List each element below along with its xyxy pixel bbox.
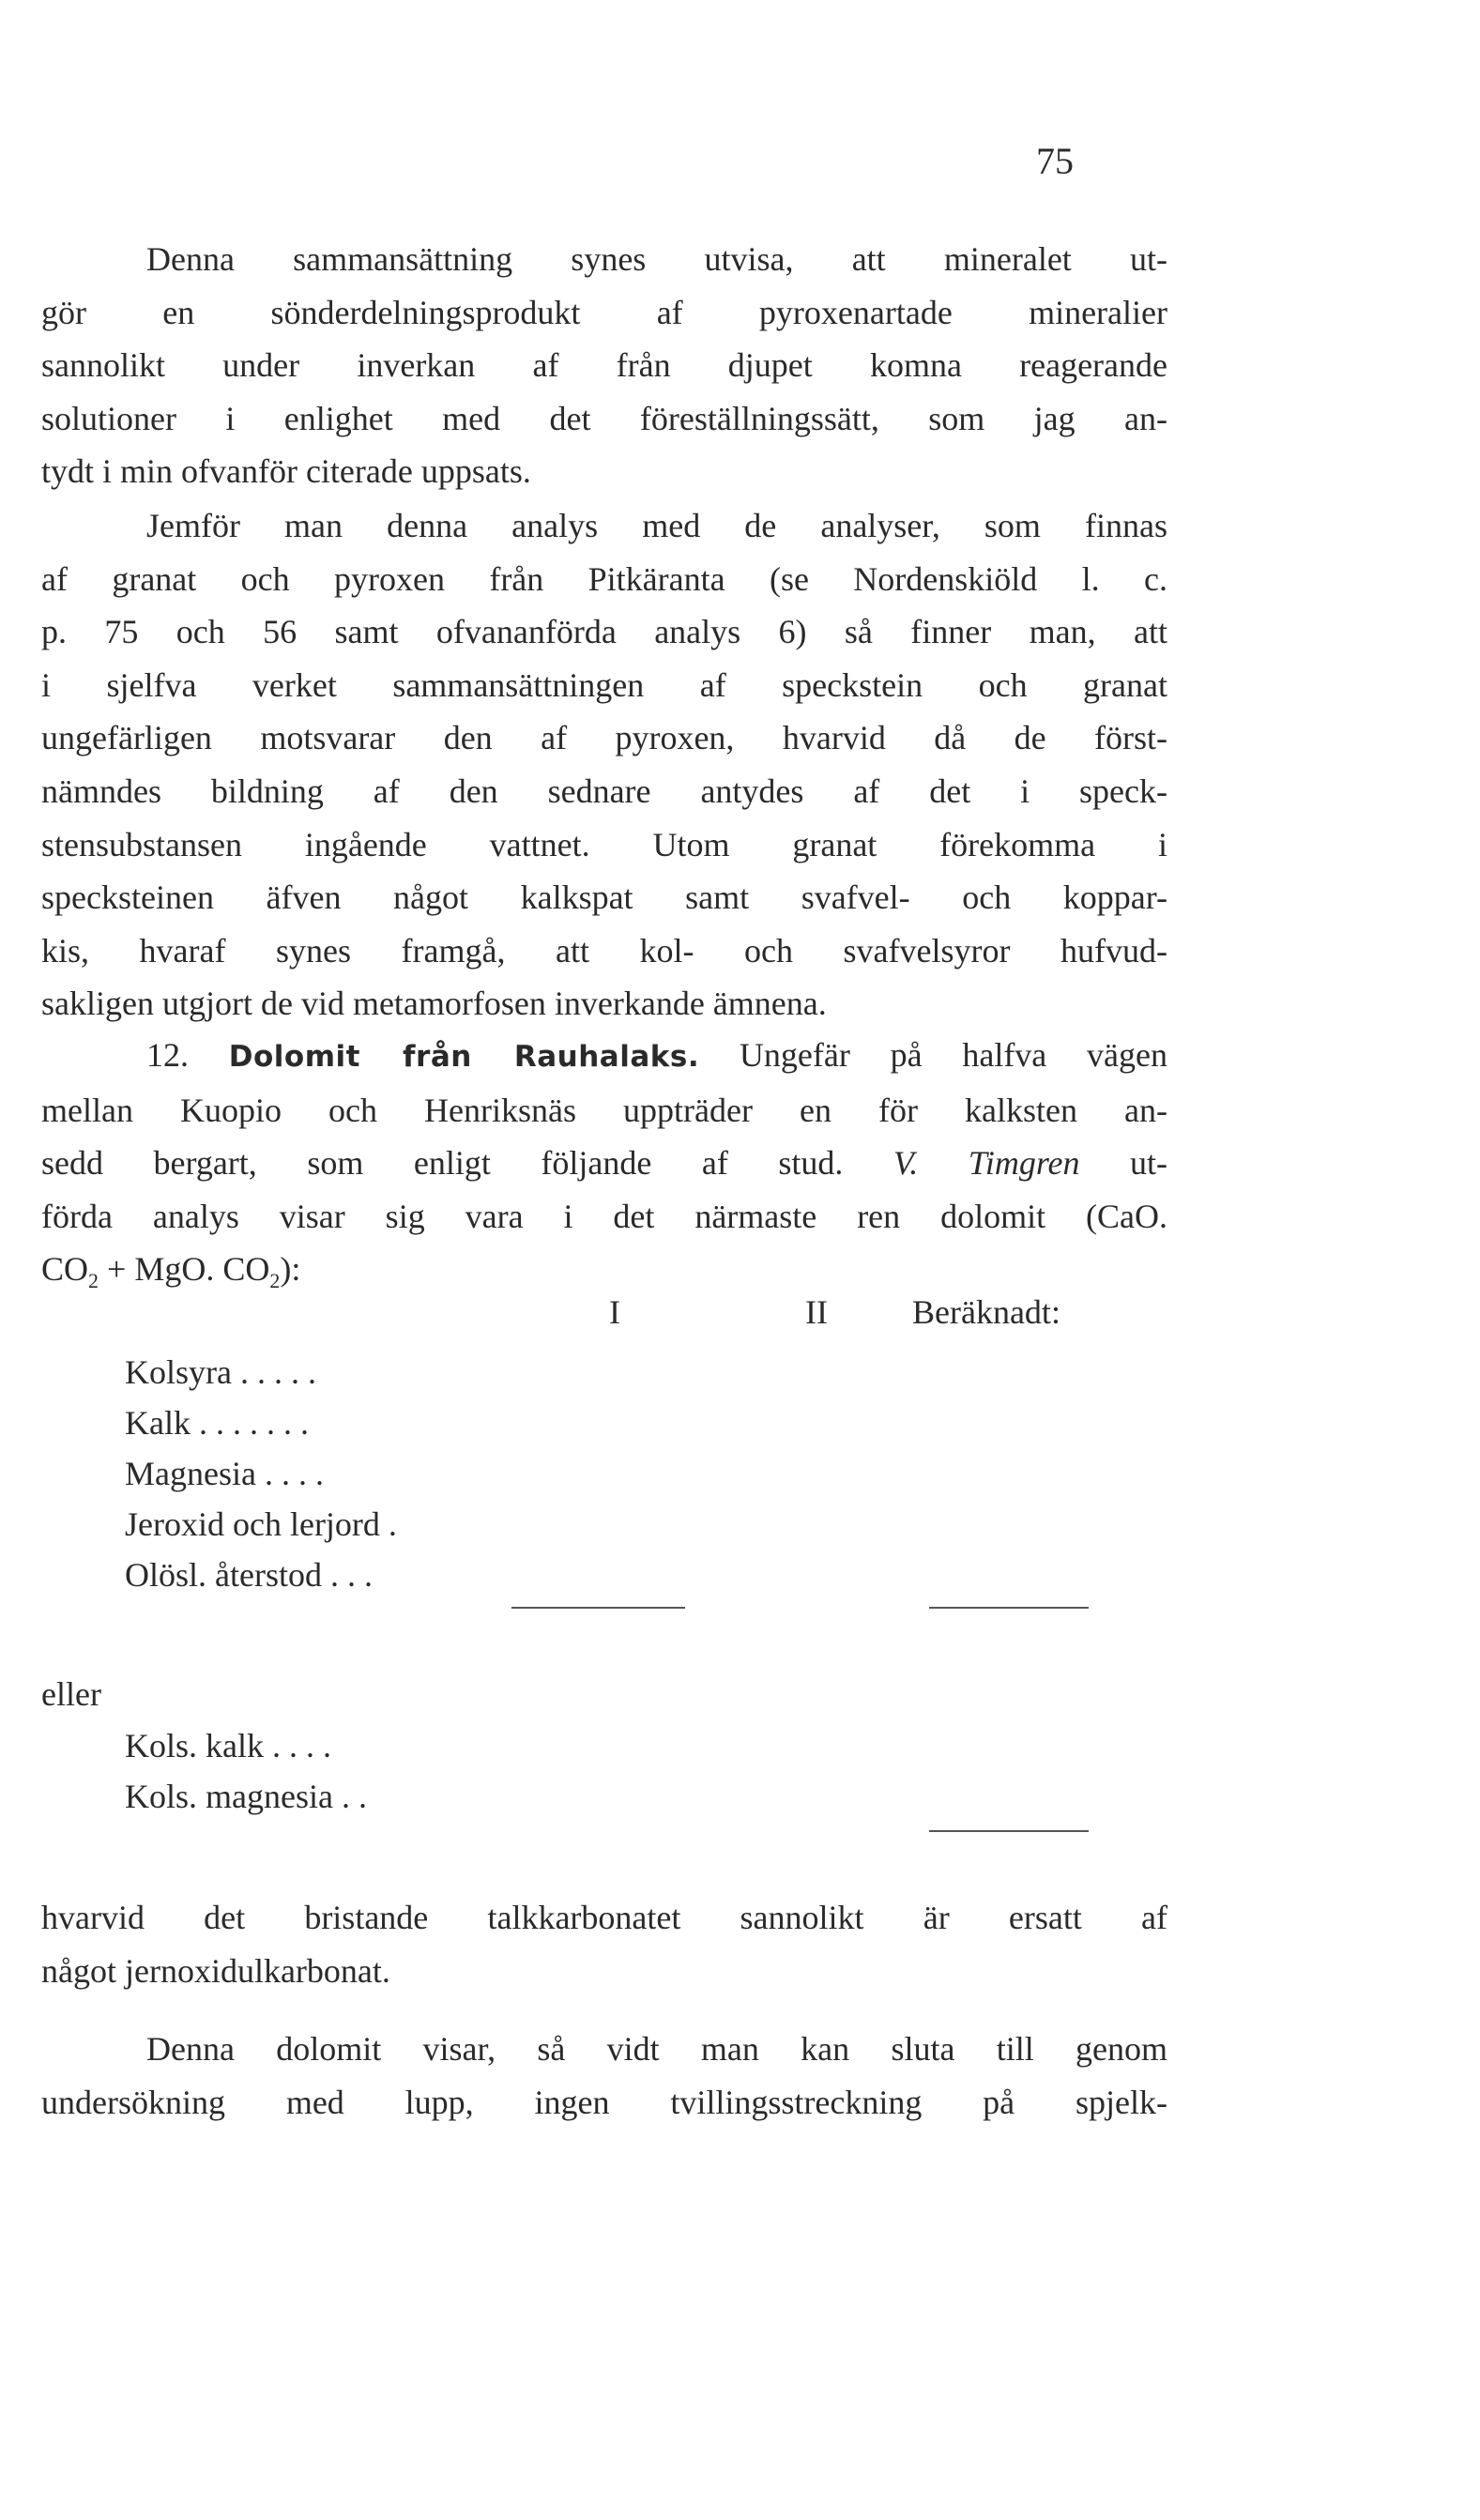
paragraph-1: [41, 233, 1167, 498]
text-line: kis, hvaraf synes framgå, att kol- och svafvelsyror hufvud-: [41, 931, 1167, 970]
text-line: stensubstansen ingående vattnet. Utom granat förekomma i: [41, 825, 1167, 863]
paragraph-2: [41, 499, 1167, 1031]
subscript: 2: [269, 1269, 281, 1293]
section-heading: Dolomit från Rauhalaks.: [228, 1040, 700, 1074]
column-header-calculated: Beräknadt:: [912, 1293, 1060, 1331]
text-line: förda analys visar sig vara i det närmaste ren dolomit (CaO.: [41, 1197, 1167, 1235]
text-line: i sjelfva verket sammansättningen af speckstein och granat: [41, 665, 1167, 704]
text-line: tydt i min ofvanför citerade uppsats.: [41, 452, 531, 491]
text-fragment: sedd bergart, som enligt följande af stud.: [41, 1144, 844, 1183]
text-line: hvarvid det bristande talkkarbonatet sannolikt är ersatt af: [41, 1899, 1167, 1936]
row-label: Kols. magnesia . .: [125, 1778, 367, 1815]
row-label: Jeroxid och lerjord .: [125, 1505, 397, 1543]
text-line: ungefärligen motsvarar den af pyroxen, hvarvid då de först-: [41, 719, 1167, 757]
eller-label: eller: [41, 1675, 101, 1713]
text-fragment: Ungefär på halfva vägen: [739, 1036, 1168, 1074]
text-line: Denna dolomit visar, så vidt man kan sluta till genom: [146, 2030, 1167, 2068]
text-line: mellan Kuopio och Henriksnäs uppträder en för kalksten an-: [41, 1091, 1167, 1129]
person-name: V. Timgren: [893, 1144, 1080, 1183]
text-line: solutioner i enlighet med det föreställningssätt, som jag an-: [41, 399, 1167, 437]
text-fragment: ut-: [1130, 1144, 1168, 1183]
text-line: Jemför man denna analys med de analyser, som finnas: [146, 507, 1167, 544]
sum-rule: [511, 1607, 685, 1609]
formula-part: + MgO. CO: [99, 1250, 270, 1289]
section-number: 12.: [146, 1036, 189, 1074]
text-line: [41, 1029, 1167, 1084]
row-label: Olösl. återstod . . .: [125, 1556, 373, 1594]
row-label: Kolsyra . . . . .: [125, 1353, 316, 1391]
text-line: p. 75 och 56 samt ofvananförda analys 6) så finner man, att: [41, 613, 1167, 651]
text-line: sakligen utgjort de vid metamorfosen inverkande ämnena.: [41, 985, 827, 1023]
text-line: [41, 1137, 1167, 1190]
text-line: Denna sammansättning synes utvisa, att mineralet ut-: [146, 240, 1167, 278]
paragraph-4: [41, 1891, 1167, 1997]
text-line: undersökning med lupp, ingen tvillingsstreckning på spjelk-: [41, 2083, 1167, 2121]
row-label: Magnesia . . . .: [125, 1455, 324, 1492]
formula-part: CO: [41, 1250, 89, 1289]
column-header-ii: II: [805, 1293, 828, 1331]
page-number: 75: [1036, 140, 1074, 182]
text-line: gör en sönderdelningsprodukt af pyroxenartade mineralier: [41, 293, 1167, 331]
sum-rule: [929, 1830, 1089, 1832]
text-line: något jernoxidulkarbonat.: [41, 1951, 390, 1990]
text-line: af granat och pyroxen från Pitkäranta (se Nordenskiöld l. c.: [41, 559, 1167, 598]
text-line: nämndes bildning af den sednare antydes af det i speck-: [41, 771, 1167, 810]
formula-line: [41, 1243, 1167, 1296]
text-line: sannolikt under inverkan af från djupet komna reagerande: [41, 346, 1167, 385]
row-label: Kalk . . . . . . .: [125, 1404, 309, 1442]
subscript: 2: [88, 1269, 99, 1293]
sum-rule: [929, 1607, 1089, 1609]
column-header-i: I: [609, 1293, 620, 1331]
row-label: Kols. kalk . . . .: [125, 1727, 331, 1764]
formula-part: ):: [280, 1250, 301, 1289]
text-line: specksteinen äfven något kalkspat samt svafvel- och koppar-: [41, 878, 1167, 917]
paragraph-3: [41, 1029, 1167, 1296]
paragraph-5: [41, 2023, 1167, 2129]
